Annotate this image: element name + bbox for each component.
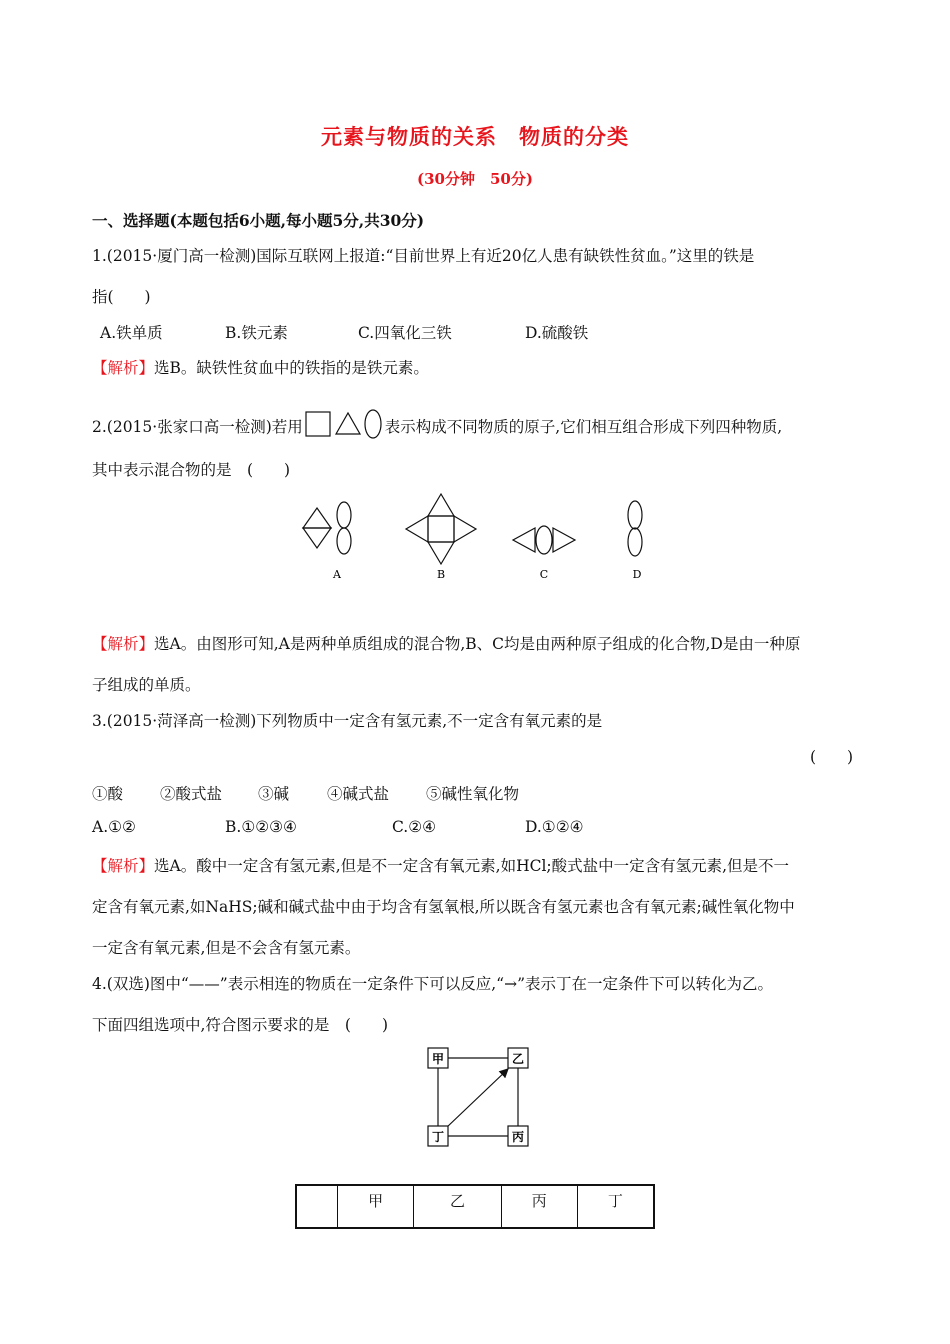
q1-line2: 指( ) xyxy=(92,288,151,306)
q1-analysis xyxy=(92,356,429,378)
q2-molecule-figure xyxy=(295,488,655,588)
q4-relation-diagram xyxy=(420,1040,540,1155)
q3-line1: 3.(2015·菏泽高一检测)下列物质中一定含有氢元素,不一定含有氧元素的是 xyxy=(92,712,603,730)
q2-analysis-line1 xyxy=(92,632,800,654)
figure-b xyxy=(406,494,476,564)
q3-option-c: C.②④ xyxy=(392,818,437,836)
table-header-row xyxy=(296,1185,654,1228)
node-yi: 乙 xyxy=(511,1052,525,1066)
q3-analysis-line1 xyxy=(92,854,789,876)
analysis-tag: 【解析】 xyxy=(92,857,155,875)
q2-line1-start: 2.(2015·张家口高一检测)若用 xyxy=(92,418,303,436)
table-header-cell xyxy=(296,1185,338,1228)
figure-a xyxy=(303,502,351,554)
page-subtitle: (30分钟 50分) xyxy=(417,170,533,188)
figure-label-b: B xyxy=(436,568,446,581)
figure-label-d: D xyxy=(632,568,642,581)
q1-analysis-text: 选B。缺铁性贫血中的铁指的是铁元素。 xyxy=(154,359,429,377)
q1-option-c: C.四氧化三铁 xyxy=(358,324,452,342)
figure-d xyxy=(628,501,642,556)
analysis-tag: 【解析】 xyxy=(92,635,155,653)
table-header-cell: 乙 xyxy=(414,1185,502,1228)
q2-analysis-text1: 选A。由图形可知,A是两种单质组成的混合物,B、C均是由两种原子组成的化合物,D是由一种原 xyxy=(154,635,801,653)
page-title: 元素与物质的关系 物质的分类 xyxy=(321,124,629,149)
q3-analysis-text1: 选A。酸中一定含有氢元素,但是不一定含有氧元素,如HCl;酸式盐中一定含有氢元素,但是不一 xyxy=(154,857,790,875)
q3-item-2: ②酸式盐 xyxy=(160,785,223,803)
node-ding: 丁 xyxy=(431,1130,445,1144)
q3-bracket: ( ) xyxy=(810,748,854,766)
figure-c xyxy=(513,526,575,554)
q2-line1-end: 表示构成不同物质的原子,它们相互组合形成下列四种物质, xyxy=(384,418,783,436)
q4-line1: 4.(双选)图中“——”表示相连的物质在一定条件下可以反应,“→”表示丁在一定条件下可以转化为乙。 xyxy=(92,975,773,993)
q3-item-5: ⑤碱性氧化物 xyxy=(426,785,520,803)
q3-item-1: ①酸 xyxy=(92,785,124,803)
q4-options-table xyxy=(295,1184,655,1229)
q1-option-d: D.硫酸铁 xyxy=(525,324,589,342)
table-header-cell: 甲 xyxy=(338,1185,414,1228)
q4-line2: 下面四组选项中,符合图示要求的是 ( ) xyxy=(92,1016,389,1034)
q3-option-b: B.①②③④ xyxy=(225,818,297,836)
q1-line1: 1.(2015·厦门高一检测)国际互联网上报道:“目前世界上有近20亿人患有缺铁性贫血。”这里的铁是 xyxy=(92,247,755,265)
atom-shapes-icon xyxy=(304,408,384,440)
table-header-cell: 丁 xyxy=(577,1185,654,1228)
q3-analysis-line2: 定含有氧元素,如NaHS;碱和碱式盐中由于均含有氢氧根,所以既含有氢元素也含有氧元素;碱性氧化物中 xyxy=(92,898,795,916)
q1-option-a: A.铁单质 xyxy=(100,324,163,342)
q3-analysis-line3: 一定含有氧元素,但是不会含有氢元素。 xyxy=(92,939,361,957)
q2-line1 xyxy=(92,408,782,440)
q3-item-3: ③碱 xyxy=(258,785,290,803)
q2-analysis-line2: 子组成的单质。 xyxy=(92,676,201,694)
q3-option-d: D.①②④ xyxy=(525,818,584,836)
section-heading: 一、选择题(本题包括6小题,每小题5分,共30分) xyxy=(92,211,425,230)
q3-option-a: A.①② xyxy=(92,818,136,836)
q1-option-b: B.铁元素 xyxy=(225,324,288,342)
node-bing: 丙 xyxy=(511,1130,525,1144)
analysis-tag: 【解析】 xyxy=(92,359,155,377)
node-jia: 甲 xyxy=(431,1052,445,1066)
q2-line2: 其中表示混合物的是 ( ) xyxy=(92,461,291,479)
figure-label-c: C xyxy=(539,568,549,581)
arrow-ding-to-yi xyxy=(446,1069,508,1128)
figure-label-a: A xyxy=(333,568,341,581)
q3-item-4: ④碱式盐 xyxy=(327,785,390,803)
table-header-cell: 丙 xyxy=(501,1185,577,1228)
